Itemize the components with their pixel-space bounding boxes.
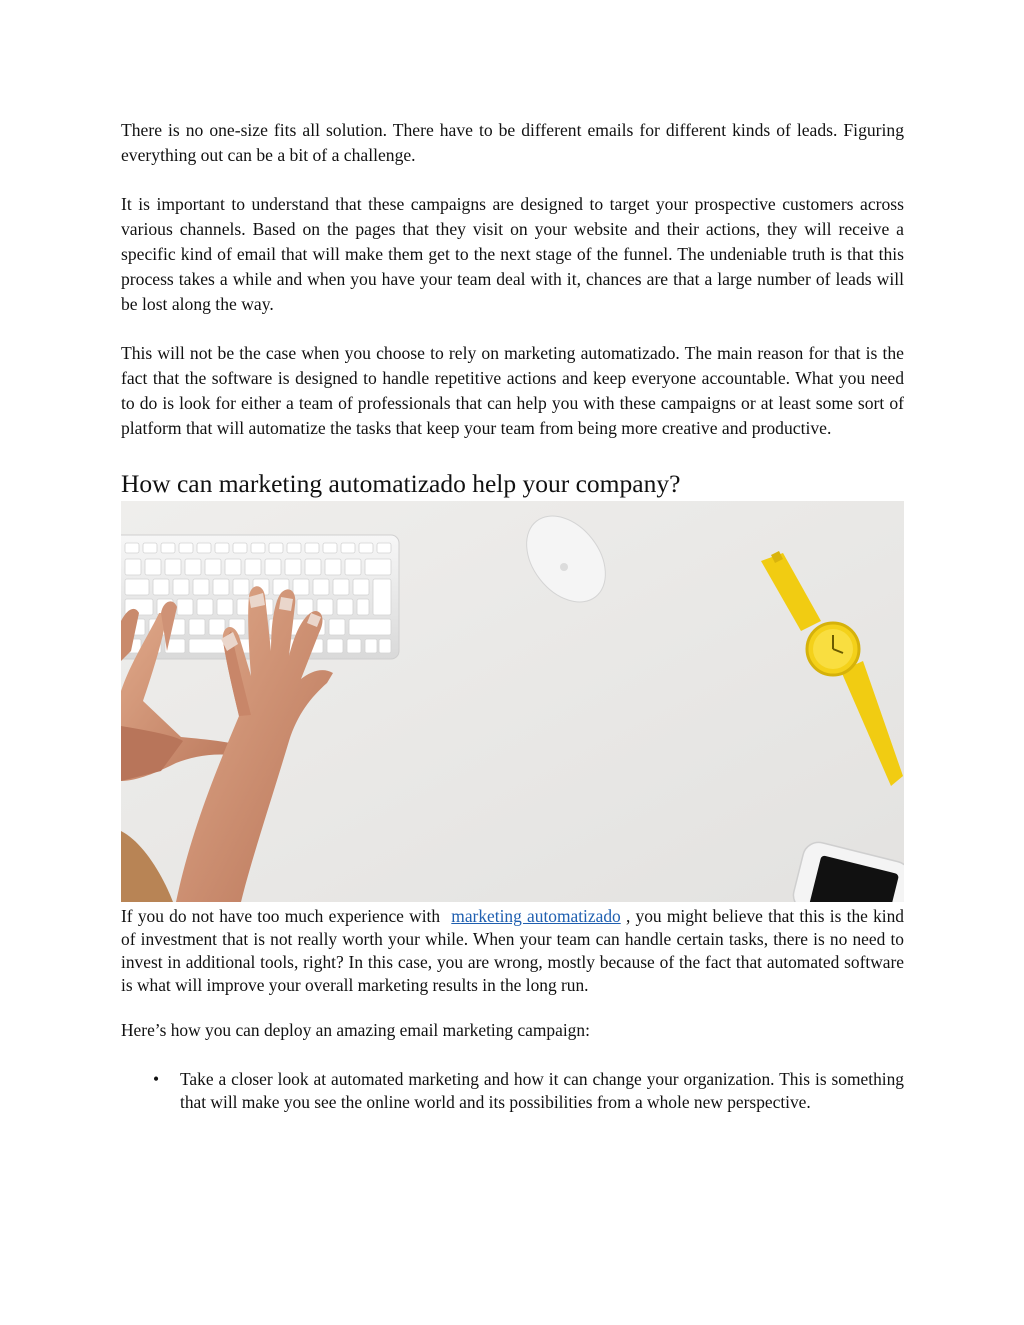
bullet-icon: • <box>153 1069 160 1089</box>
paragraph-deploy-intro: Here’s how you can deploy an amazing email marketing campaign: <box>121 1020 590 1040</box>
paragraph-campaigns: It is important to understand that these campaigns are designed to target your prospective customers across various channels. Based on the pages that they visit on your website and their actions, they will receive a specific kind of email that will make them get to the next stage of the funnel. The undeniable truth is that this process takes a while and when you have your team deal with it, chances are that a large number of leads will be lost along the way. <box>121 194 904 314</box>
paragraph-one-size: There is no one-size fits all solution. There have to be different emails for different kinds of leads. Figuring everything out can be a bit of a challenge. <box>121 120 904 165</box>
bullet-list <box>121 1068 904 1114</box>
list-item-text: Take a closer look at automated marketing and how it can change your organization. This is something that will make you see the online world and its possibilities from a whole new perspective. <box>180 1069 904 1112</box>
paragraph-experience-lead: If you do not have too much experience with <box>121 906 446 926</box>
list-item <box>121 1068 904 1114</box>
paragraph-experience-rest: , you might believe that this is the kind of investment that is not really worth your while. When your team can handle certain tasks, there is no need to invest in additional tools, right? In this case, you are wrong, mostly because of the fact that automated software is what will improve your overall marketing results in the long run. <box>121 906 905 995</box>
marketing-automatizado-link[interactable]: marketing automatizado <box>451 906 621 926</box>
paragraph-experience <box>121 905 904 997</box>
section-heading: How can marketing automatizado help your company? <box>121 469 681 498</box>
desk-keyboard-photo <box>121 501 904 902</box>
paragraph-automation-reason: This will not be the case when you choose to rely on marketing automatizado. The main reason for that is the fact that the software is designed to handle repetitive actions and keep everyone accountable. What you need to do is look for either a team of professionals that can help you with these campaigns or at least some sort of platform that will automatize the tasks that keep your team from being more creative and productive. <box>121 343 904 438</box>
document-page <box>121 118 904 1114</box>
